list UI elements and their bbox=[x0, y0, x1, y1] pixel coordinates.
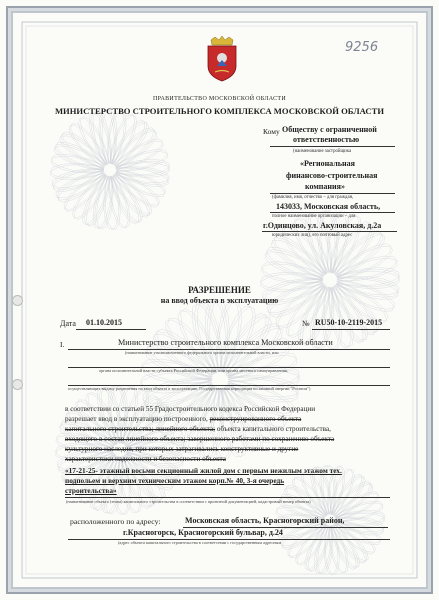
document-subtitle: на ввод объекта в эксплуатацию bbox=[160, 296, 279, 305]
location-label: расположенного по адресу: bbox=[70, 517, 161, 526]
section-index: I. bbox=[60, 340, 65, 349]
caption-legal: юридических лиц), его почтовый адрес bbox=[272, 233, 353, 238]
coat-of-arms-emblem bbox=[203, 36, 241, 82]
addressee-name-line-2: ответственностью bbox=[293, 135, 360, 144]
number-value: RU50-10-2119-2015 bbox=[315, 318, 383, 327]
caption-fio: (фамилия, имя, отчество – для граждан, bbox=[272, 195, 354, 200]
to-label: Кому bbox=[263, 127, 280, 136]
location-line-2: г.Красногорск, Красногорский бульвар, д.24 bbox=[123, 528, 283, 537]
caption-authority-a: (наименование уполномоченного федерального органа исполнительной власти, или bbox=[125, 350, 279, 355]
addressee-name-line-3: «Региональная bbox=[300, 159, 355, 168]
permission-text: разрешает ввод в эксплуатацию построенного, bbox=[65, 415, 208, 423]
object-name-line-1: «17-21-25- этажный восьми секционный жилой дом с первым нежилым этажом тех. bbox=[65, 466, 342, 475]
struck-reconstructed: реконструированного объекта bbox=[209, 415, 302, 423]
number-label: № bbox=[302, 319, 310, 328]
struck-line-5: культурного наследия, при которых затрагивались конструктивные и другие bbox=[65, 445, 299, 453]
caption-authority-b: органа исполнительной власти субъекта Российской Федерации, или органа местного самоуправления, bbox=[99, 368, 288, 373]
date-label: Дата bbox=[60, 319, 76, 328]
government-heading: ПРАВИТЕЛЬСТВО МОСКОВСКОЙ ОБЛАСТИ bbox=[153, 96, 286, 102]
handwritten-number: 9256 bbox=[345, 40, 379, 55]
document-title: РАЗРЕШЕНИЕ bbox=[188, 285, 251, 295]
caption-developer: (наименование застройщика bbox=[293, 149, 352, 154]
caption-location: (адрес объекта капитального строительства в соответствии с государственным адресным bbox=[118, 540, 282, 545]
date-value: 01.10.2015 bbox=[86, 318, 122, 327]
struck-line-4: входящего в состав линейного объекта; завершенного работами по сохранению объекта bbox=[65, 435, 335, 443]
caption-authority-c: осуществляющих выдачу разрешения на ввод объекта в эксплуатацию, Государственная корпорация по атомной энергии "Росатом") bbox=[68, 386, 311, 391]
location-line-1: Московская область, Красногорский район, bbox=[185, 516, 345, 525]
struck-linear-object: капитального строительства; линейного объекта; bbox=[65, 425, 216, 433]
capital-object-text: объекта капитального строительства, bbox=[216, 425, 331, 433]
caption-org: полное наименование организации – для bbox=[272, 214, 356, 219]
ministry-heading: МИНИСТЕРСТВО СТРОИТЕЛЬНОГО КОМПЛЕКСА МОСКОВСКОЙ ОБЛАСТИ bbox=[54, 106, 385, 116]
legal-basis: в соответствии со статьей 55 Градостроительного кодекса Российской Федерации bbox=[65, 405, 316, 413]
permission-line-3 bbox=[65, 424, 331, 434]
addressee-address-line-2: г.Одинцово, ул. Акуловская, д.2а bbox=[263, 221, 382, 230]
caption-object: (наименование объекта (этапа) капитального строительства в соответствии с проектной документацией, кадастровый номер объекта) bbox=[66, 499, 311, 504]
addressee-name-line-5: компания» bbox=[305, 182, 345, 191]
permission-line-2 bbox=[65, 414, 301, 424]
issuing-authority: Министерство строительного комплекса Московской области bbox=[118, 338, 333, 347]
object-name-line-3: строительства» bbox=[65, 486, 117, 495]
punch-hole-bottom bbox=[12, 379, 23, 390]
addressee-name-line-4: финансово-строительная bbox=[286, 171, 378, 180]
struck-line-6: характеристики надежности и безопасности объекта bbox=[65, 455, 226, 463]
object-name-line-2: подпольем и верхним техническим этажом корп.№ 40, 3-я очередь bbox=[65, 476, 285, 485]
addressee-address-line-1: 143033, Московская область, bbox=[276, 202, 381, 211]
addressee-name-line-1: Обществу с ограниченной bbox=[282, 125, 377, 134]
